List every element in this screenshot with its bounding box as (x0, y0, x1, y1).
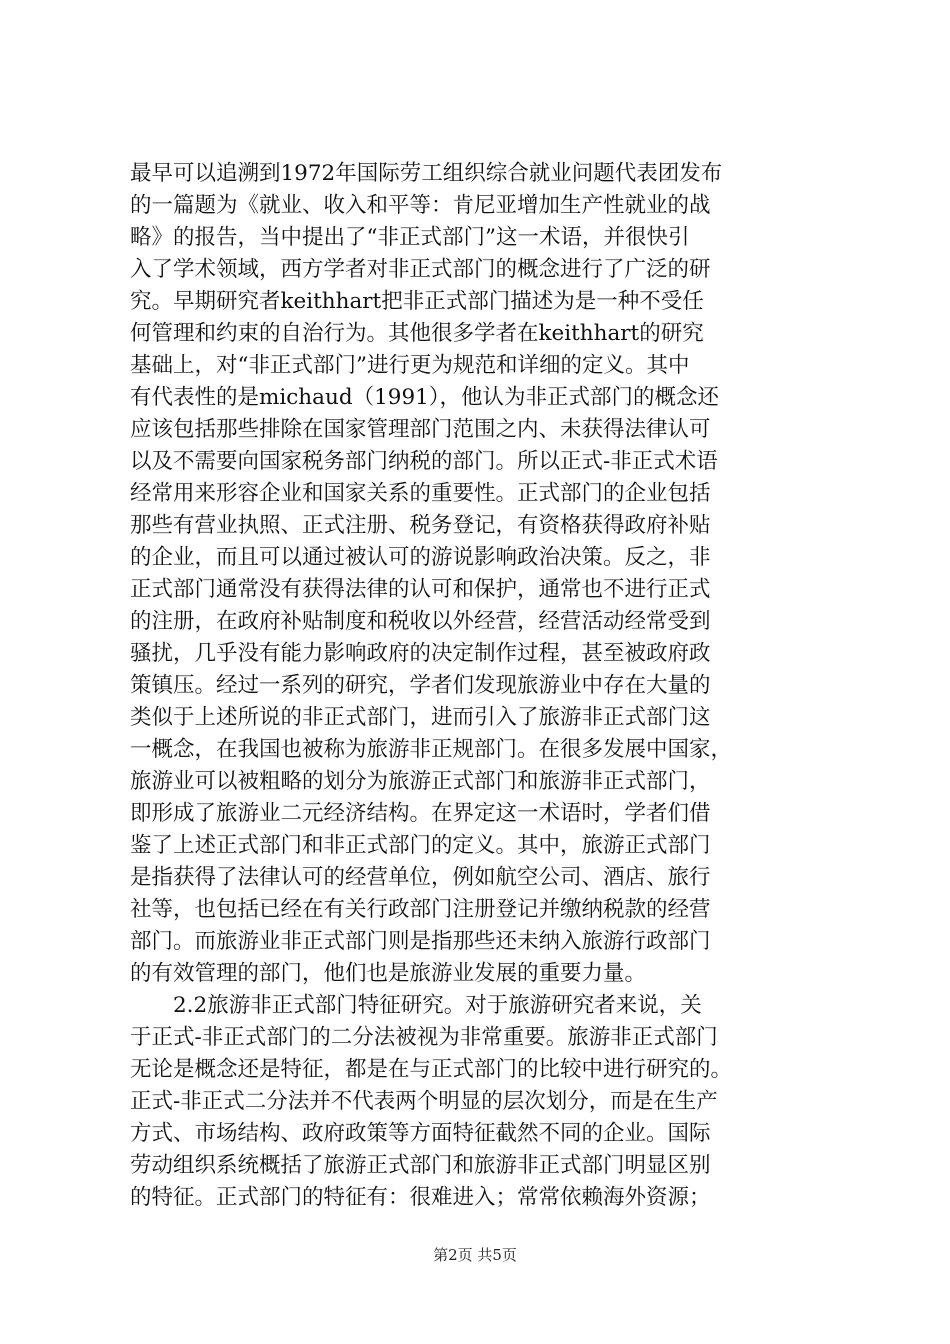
text-line: 鉴了上述正式部门和非正式部门的定义。其中，旅游正式部门 (130, 833, 711, 858)
text-line: 何管理和约束的自治行为。其他很多学者在keithhart的研究 (130, 321, 704, 346)
text-line: 社等，也包括已经在有关行政部门注册登记并缴纳税款的经营 (130, 897, 711, 922)
text-line: 即形成了旅游业二元经济结构。在界定这一术语时，学者们借 (130, 801, 711, 826)
text-line: 方式、市场结构、政府政策等方面特征截然不同的企业。国际 (130, 1121, 711, 1146)
page-footer (0, 1244, 950, 1265)
text-line: 有代表性的是michaud（1991），他认为非正式部门的概念还 (130, 385, 720, 410)
text-line: 无论是概念还是特征，都是在与正式部门的比较中进行研究的。 (130, 1057, 733, 1082)
text-line: 的企业，而且可以通过被认可的游说影响政治决策。反之，非 (130, 545, 711, 570)
text-line: 那些有营业执照、正式注册、税务登记，有资格获得政府补贴 (130, 513, 711, 538)
text-line: 骚扰，几乎没有能力影响政府的决定制作过程，甚至被政府政 (130, 641, 711, 666)
text-line: 的注册，在政府补贴制度和税收以外经营，经营活动经常受到 (130, 609, 711, 634)
text-line: 正式-非正式二分法并不代表两个明显的层次划分，而是在生产 (130, 1089, 718, 1114)
text-line: 的有效管理的部门，他们也是旅游业发展的重要力量。 (130, 961, 647, 986)
page-number-label: 第2页 共5页 (433, 1246, 517, 1264)
text-line: 策镇压。经过一系列的研究，学者们发现旅游业中存在大量的 (130, 673, 711, 698)
text-line: 旅游业可以被粗略的划分为旅游正式部门和旅游非正式部门， (130, 769, 711, 794)
text-line: 经常用来形容企业和国家关系的重要性。正式部门的企业包括 (130, 481, 711, 506)
text-line: 以及不需要向国家税务部门纳税的部门。所以正式-非正式术语 (130, 449, 718, 474)
text-line: 劳动组织系统概括了旅游正式部门和旅游非正式部门明显区别 (130, 1153, 711, 1178)
text-line: 一概念，在我国也被称为旅游非正规部门。在很多发展中国家， (130, 737, 733, 762)
body-text (130, 158, 830, 1214)
text-line: 是指获得了法律认可的经营单位，例如航空公司、酒店、旅行 (130, 865, 711, 890)
text-line: 的特征。正式部门的特征有：很难进入；常常依赖海外资源； (130, 1185, 711, 1210)
text-line: 最早可以追溯到1972年国际劳工组织综合就业问题代表团发布 (130, 161, 723, 186)
section-heading-line: 2.2旅游非正式部门特征研究。对于旅游研究者来说，关 (173, 993, 702, 1018)
text-line: 的一篇题为《就业、收入和平等：肯尼亚增加生产性就业的战 (130, 193, 711, 218)
text-line: 类似于上述所说的非正式部门，进而引入了旅游非正式部门这 (130, 705, 711, 730)
text-line: 略》的报告，当中提出了“非正式部门”这一术语，并很快引 (130, 225, 690, 250)
text-line: 究。早期研究者keithhart把非正式部门描述为是一种不受任 (130, 289, 704, 314)
text-line: 基础上，对“非正式部门”进行更为规范和详细的定义。其中 (130, 353, 690, 378)
text-line: 于正式-非正式部门的二分法被视为非常重要。旅游非正式部门 (130, 1025, 718, 1050)
text-line: 应该包括那些排除在国家管理部门范围之内、未获得法律认可 (130, 417, 711, 442)
text-line: 正式部门通常没有获得法律的认可和保护，通常也不进行正式 (130, 577, 711, 602)
text-line: 入了学术领域，西方学者对非正式部门的概念进行了广泛的研 (130, 257, 711, 282)
text-line: 部门。而旅游业非正式部门则是指那些还未纳入旅游行政部门 (130, 929, 711, 954)
